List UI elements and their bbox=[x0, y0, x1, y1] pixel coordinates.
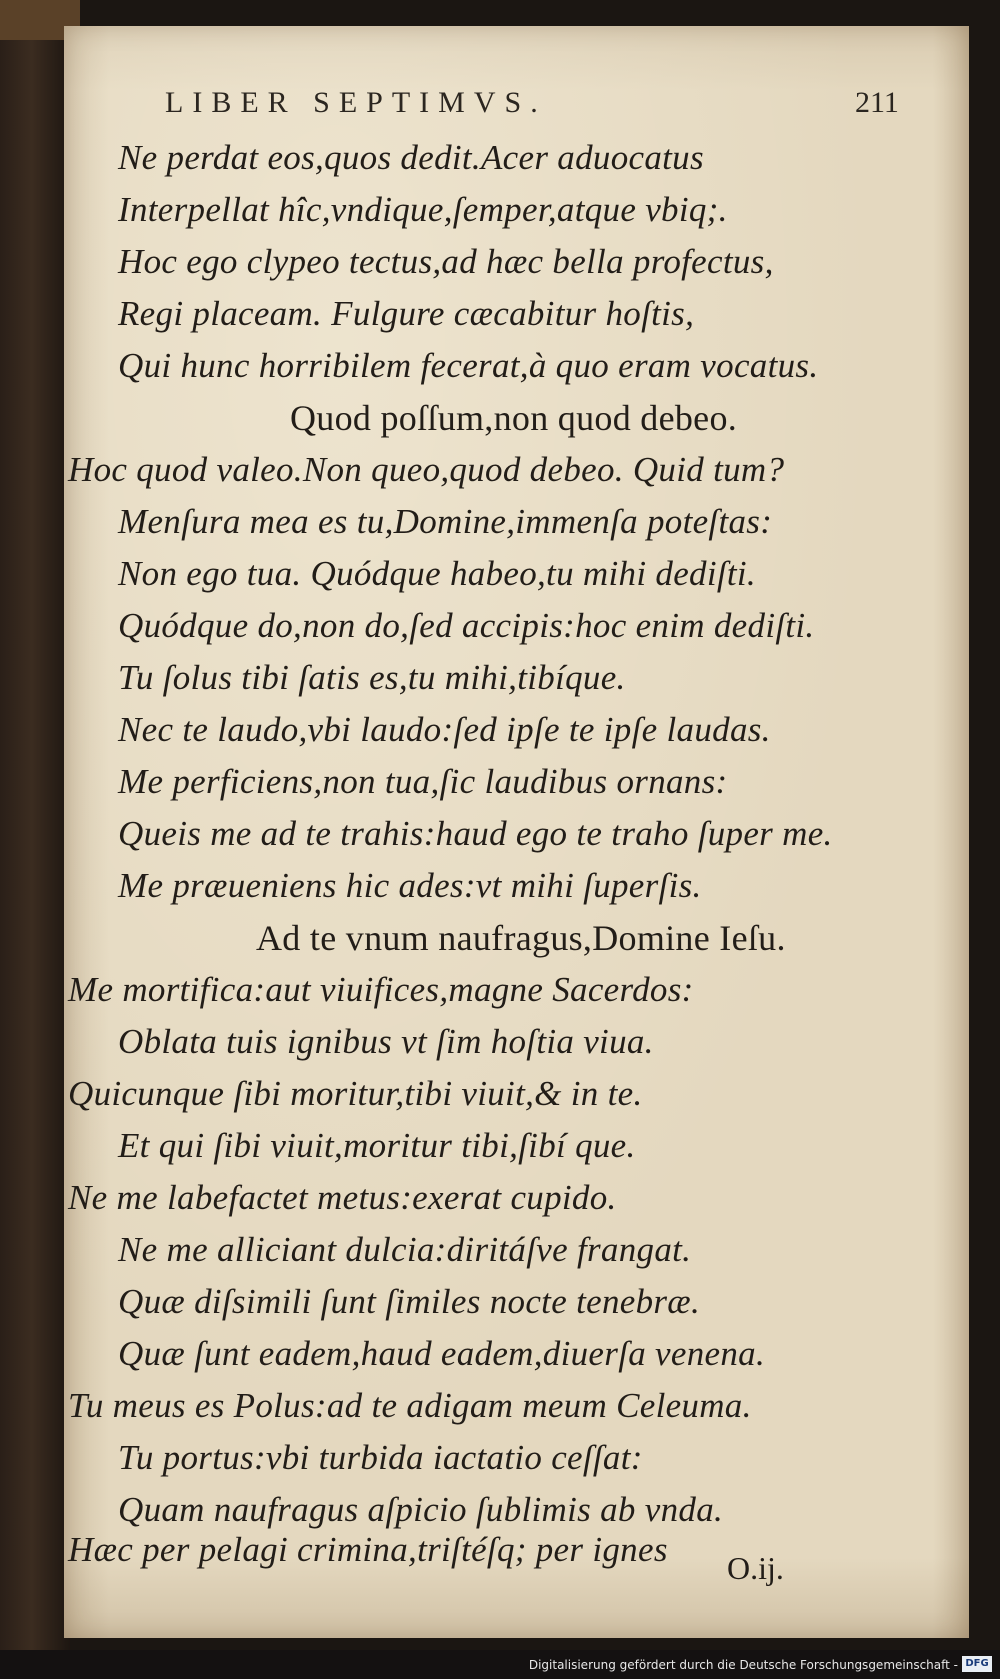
verse-line: Et qui ſibi viuit,moritur tibi,ſibí que. bbox=[118, 1126, 636, 1165]
signature-mark: O.ij. bbox=[727, 1550, 784, 1586]
running-head: LIBER SEPTIMVS. bbox=[165, 86, 547, 119]
verse-line: Quódque do,non do,ſed accipis:hoc enim dediſti. bbox=[118, 606, 815, 645]
verse-line: Ne perdat eos,quos dedit.Acer aduocatus bbox=[118, 138, 704, 177]
digitization-credit: Digitalisierung gefördert durch die Deutsche Forschungsgemeinschaft - bbox=[528, 1658, 958, 1672]
verse-line: Queis me ad te trahis:haud ego te traho ſuper me. bbox=[118, 814, 833, 853]
verse-line: Me præueniens hic ades:vt mihi ſuperſis. bbox=[118, 866, 702, 905]
verse-line: Quæ diſsimili ſunt ſimiles nocte tenebræ. bbox=[118, 1282, 700, 1321]
verse-line: Regi placeam. Fulgure cæcabitur hoſtis, bbox=[118, 294, 695, 333]
section-heading: Quod poſſum,non quod debeo. bbox=[290, 398, 738, 438]
verse-line: Quam naufragus aſpicio ſublimis ab vnda. bbox=[118, 1490, 724, 1529]
verse-line: Me mortifica:aut viuifices,magne Sacerdos: bbox=[68, 970, 694, 1009]
verse-line: Tu ſolus tibi ſatis es,tu mihi,tibíque. bbox=[118, 658, 626, 697]
verse-line: Hoc ego clypeo tectus,ad hæc bella profectus, bbox=[118, 242, 774, 281]
page-number: 211 bbox=[855, 86, 899, 119]
verse-line: Quicunque ſibi moritur,tibi viuit,& in te. bbox=[68, 1074, 643, 1113]
verse-line: Quæ ſunt eadem,haud eadem,diuerſa venena. bbox=[118, 1334, 766, 1373]
verse-line: Me perficiens,non tua,ſic laudibus ornans: bbox=[118, 762, 728, 801]
verse-line: Ne me labefactet metus:exerat cupido. bbox=[68, 1178, 617, 1217]
verse-line: Oblata tuis ignibus vt ſim hoſtia viua. bbox=[118, 1022, 654, 1061]
verse-line: Menſura mea es tu,Domine,immenſa poteſtas: bbox=[118, 502, 773, 541]
verse-line: Non ego tua. Quódque habeo,tu mihi dediſti. bbox=[118, 554, 756, 593]
section-heading: Ad te vnum naufragus,Domine Ieſu. bbox=[256, 918, 786, 958]
verse-line: Tu portus:vbi turbida iactatio ceſſat: bbox=[118, 1438, 643, 1477]
verse-line: Hæc per pelagi crimina,triſtéſq; per ignes bbox=[68, 1530, 668, 1569]
verse-line: Nec te laudo,vbi laudo:ſed ipſe te ipſe laudas. bbox=[118, 710, 771, 749]
verse-line: Tu meus es Polus:ad te adigam meum Celeuma. bbox=[68, 1386, 752, 1425]
verse-line: Interpellat hîc,vndique,ſemper,atque vbiq;. bbox=[118, 190, 728, 229]
verse-line: Qui hunc horribilem fecerat,à quo eram vocatus. bbox=[118, 346, 819, 385]
dfg-logo-icon: DFG bbox=[962, 1656, 992, 1672]
verse-line: Ne me alliciant dulcia:diritáſve frangat. bbox=[118, 1230, 692, 1269]
verse-line: Hoc quod valeo.Non queo,quod debeo. Quid tum? bbox=[68, 450, 785, 489]
